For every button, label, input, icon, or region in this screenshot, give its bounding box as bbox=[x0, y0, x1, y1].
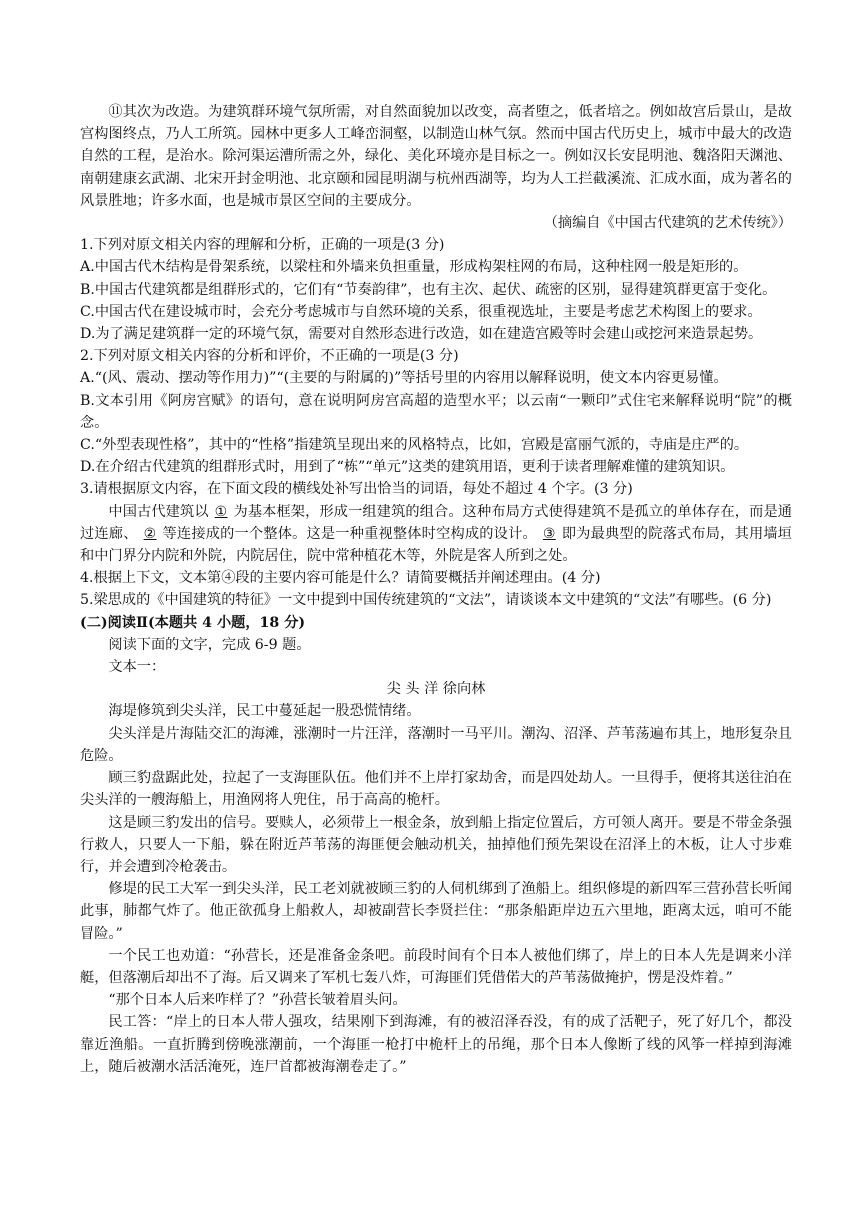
document-page bbox=[80, 101, 792, 1078]
question-1-option-b: B.中国古代建筑都是组群形式的，它们有“节奏韵律”，也有主次、起伏、疏密的区别，显得建筑群更富于变化。 bbox=[80, 281, 777, 298]
text-1-label: 文本一： bbox=[108, 659, 166, 676]
paragraph-11: ⑪其次为改造。为建筑群环境气氛所需，对自然面貌加以改变，高者堕之，低者培之。例如故宫后景山，是故宫构图终点，乃人工所筑。园林中更多人工峰峦洞壑，以制造山林气氛。然而中国古代历史上，城市中最大的改造自然的工程，是治水。除河渠运漕所需之外，绿化、美化环境亦是目标之一。例如汉长安昆明池、魏洛阳天渊池、南朝建康玄武湖、北宋开封金明池、北京颐和园昆明湖与杭州西湖等，均为人工拦截溪流、汇成水面，成为著名的风景胜地；许多水面，也是城市景区空间的主要成分。 bbox=[80, 104, 792, 209]
story-paragraph: 修堤的民工大军一到尖头洋，民工老刘就被顾三豹的人伺机绑到了渔船上。组织修堤的新四军三营孙营长听闻此事，肺都气炸了。他正欲孤身上船救人，却被副营长李贤拦住：“那条船距岸边五六里地，距离太远，咱可不能冒险。” bbox=[80, 881, 792, 942]
question-2-option-c: C.“外型表现性格”，其中的“性格”指建筑呈现出来的风格特点，比如，宫殿是富丽气派的，寺庙是庄严的。 bbox=[80, 437, 749, 454]
question-3-passage bbox=[80, 501, 792, 568]
section-heading: (二)阅读Ⅱ(本题共 4 小题，18 分) bbox=[80, 614, 306, 631]
question-3-stem: 3.请根据原文内容，在下面文段的横线处补写出恰当的词语，每处不超过 4 个字。(3 分) bbox=[80, 481, 633, 498]
question-1-option-c: C.中国古代在建设城市时，会充分考虑城市与自然环境的关系，很重视选址，主要是考虑艺术构图上的要求。 bbox=[80, 303, 762, 320]
blank-1: ① bbox=[214, 503, 228, 520]
q3-segment: 中国古代建筑以 bbox=[108, 503, 209, 520]
story-paragraph: 这是顾三豹发出的信号。要赎人，必须带上一根金条，放到船上指定位置后，方可领人离开。要是不带金条强行救人，只要人一下船，躲在附近芦苇荡的海匪便会触动机关，抽掉他们预先架设在沼泽上的木板，让人寸步难行，并会遭到冷枪袭击。 bbox=[80, 814, 792, 875]
story-paragraph: 顾三豹盘踞此处，拉起了一支海匪队伍。他们并不上岸打家劫舍，而是四处劫人。一旦得手，便将其送往泊在尖头洋的一艘海船上，用渔网将人兜住，吊于高高的桅杆。 bbox=[80, 770, 792, 809]
instructions: 阅读下面的文字，完成 6-9 题。 bbox=[108, 636, 311, 653]
question-1-option-d: D.为了满足建筑群一定的环境气氛，需要对自然形态进行改造，如在建造宫殿等时会建山或挖河来造景起势。 bbox=[80, 326, 763, 343]
story-paragraph: 民工答：“岸上的日本人带人强攻，结果刚下到海滩，有的被沼泽吞没，有的成了活靶子，死了好几个，都没靠近渔船。一直折腾到傍晚涨潮前，一个海匪一枪打中桅杆上的吊绳，那个日本人像断了线的风筝一样掉到海滩上，随后被潮水活活淹死，连尸首都被海潮卷走了。” bbox=[80, 1014, 792, 1075]
q3-segment: 为基本框架，形成一组建筑的组合。这种布局方式使得建筑不是孤立的单体存在，而是通过连廊、 bbox=[80, 503, 792, 542]
story-paragraph: 海堤修筑到尖头洋，民工中蔓延起一股恐慌情绪。 bbox=[108, 703, 421, 720]
story-paragraph: 尖头洋是片海陆交汇的海滩，涨潮时一片汪洋，落潮时一马平川。潮沟、沼泽、芦苇荡遍布其上，地形复杂且危险。 bbox=[80, 725, 792, 764]
question-2-option-d: D.在介绍古代建筑的组群形式时，用到了“栋”“单元”这类的建筑用语，更利于读者理解难懂的建筑知识。 bbox=[80, 459, 735, 476]
question-2-option-a: A.“(风、震动、摆动等作用力)”“(主要的与附属的)”等括号里的内容用以解释说明，使文本内容更易懂。 bbox=[80, 370, 728, 387]
question-2-stem: 2.下列对原文相关内容的分析和评价，不正确的一项是(3 分) bbox=[80, 348, 459, 365]
question-1-stem: 1.下列对原文相关内容的理解和分析，正确的一项是(3 分) bbox=[80, 237, 445, 254]
story-paragraph: 一个民工也劝道：“孙营长，还是准备金条吧。前段时间有个日本人被他们绑了，岸上的日本人先是调来小洋艇，但落潮后却出不了海。后又调来了军机七轰八炸，可海匪们凭借偌大的芦苇荡做掩护，愣是没炸着。” bbox=[80, 947, 792, 986]
question-2-option-b: B.文本引用《阿房宫赋》的语句，意在说明阿房宫高超的造型水平；以云南“一颗印”式住宅来解释说明“院”的概念。 bbox=[80, 392, 792, 431]
question-5: 5.梁思成的《中国建筑的特征》一文中提到中国传统建筑的“文法”，请谈谈本文中建筑的“文法”有哪些。(6 分) bbox=[80, 592, 772, 609]
q3-segment: 即为最典型的院落式布局，其用墙垣和中门界分内院和外院，内院居住，院中常种植花木等，外院是客人所到之处。 bbox=[80, 525, 792, 565]
story-title: 尖 头 洋 徐向林 bbox=[386, 681, 486, 698]
story-paragraph: “那个日本人后来咋样了？”孙营长皱着眉头问。 bbox=[108, 992, 407, 1009]
blank-2: ② bbox=[143, 525, 157, 542]
source-citation: （摘编自《中国古代建筑的艺术传统》） bbox=[543, 215, 792, 232]
question-1-option-a: A.中国古代木结构是骨架系统，以梁柱和外墙来负担重量，形成构架柱网的布局，这种柱网一般是矩形的。 bbox=[80, 259, 748, 276]
question-4: 4.根据上下文，文本第④段的主要内容可能是什么？请简要概括并阐述理由。(4 分) bbox=[80, 570, 601, 587]
q3-segment: 等连接成的一个整体。这是一种重视整体时空构成的设计。 bbox=[162, 525, 537, 542]
blank-3: ③ bbox=[542, 525, 556, 542]
